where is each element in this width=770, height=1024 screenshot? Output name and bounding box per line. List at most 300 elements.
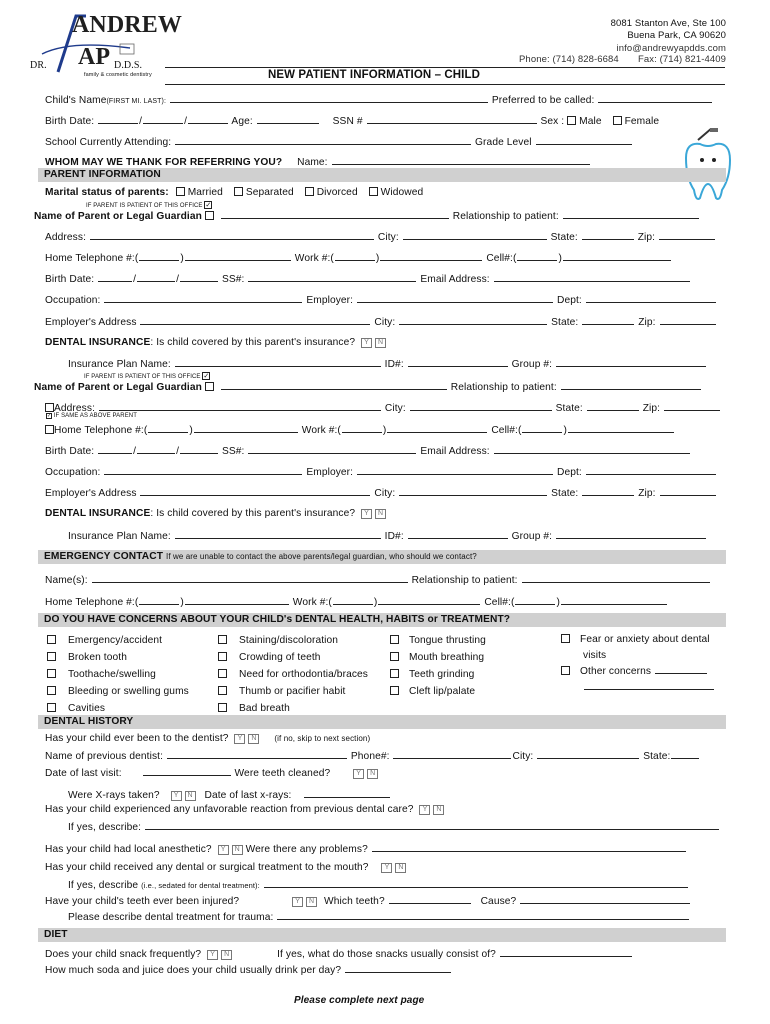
parent2-birth-label: Birth Date:: [45, 446, 95, 457]
parent1-birth-month[interactable]: [98, 272, 132, 282]
school-label: School Currently Attending:: [45, 137, 172, 148]
treatment-describe-field[interactable]: [264, 878, 688, 888]
fear-anxiety-checkbox[interactable]: [561, 634, 570, 643]
parent1-city-field[interactable]: [403, 230, 547, 240]
parent2-dental-ins-row: [45, 508, 725, 519]
history-injured-row: [45, 894, 725, 907]
office-phone: Phone: (714) 828-6684: [519, 54, 619, 65]
parent2-dept-field[interactable]: [586, 465, 716, 475]
history-dentist-yes[interactable]: Y: [234, 734, 245, 744]
parent2-address-checkbox[interactable]: [45, 403, 54, 412]
parent2-ins-no-button[interactable]: N: [375, 509, 386, 519]
concern-label: Toothache/swelling: [68, 669, 156, 680]
soda-field[interactable]: [345, 963, 451, 973]
emergency-home-area[interactable]: [139, 595, 179, 605]
concern-checkbox[interactable]: [47, 703, 56, 712]
reaction-describe-label: If yes, describe:: [68, 822, 142, 833]
parent2-employer-address-label: Employer's Address: [45, 488, 137, 499]
concern-checkbox[interactable]: [47, 635, 56, 644]
diet-section-title: DIET: [44, 929, 68, 940]
parent1-dept-label: Dept:: [556, 295, 582, 306]
parent1-home-tel-label: Home Telephone #:(: [45, 253, 139, 264]
parent2-home-number[interactable]: [194, 423, 298, 433]
parent1-patient-note-text: IF PARENT IS PATIENT OF THIS OFFICE: [86, 203, 203, 209]
parent1-emp-state-field[interactable]: [582, 315, 634, 325]
parent2-phone-row: Home Telephone #:( ) Work #:( ) Cell#:( ): [45, 423, 725, 436]
concern-label: Crowding of teeth: [239, 652, 321, 663]
parent2-id-field[interactable]: [408, 529, 508, 539]
emergency-home-number[interactable]: [185, 595, 289, 605]
parent1-dept-field[interactable]: [586, 293, 716, 303]
last-xrays-field[interactable]: [304, 788, 390, 798]
concern-label: Need for orthodontia/braces: [239, 669, 368, 680]
concern-label: Thumb or pacifier habit: [239, 686, 346, 697]
office-address-line2: Buena Park, CA 90620: [627, 30, 726, 41]
parent2-same-note-text: IF SAME AS ABOVE PARENT: [53, 413, 137, 419]
concern-label: Cavities: [68, 703, 106, 714]
concern-item: [390, 666, 486, 683]
anesthetic-no[interactable]: N: [232, 845, 243, 855]
history-prev-dentist-row: [45, 749, 725, 762]
emergency-work-area[interactable]: [333, 595, 373, 605]
child-age-field[interactable]: [257, 114, 319, 124]
which-teeth-field[interactable]: [389, 894, 471, 904]
emergency-cell-number[interactable]: [561, 595, 667, 605]
office-fax: Fax: (714) 821-4409: [638, 54, 726, 65]
parent1-guardian-row: [34, 209, 700, 222]
parent1-plan-label: Insurance Plan Name:: [68, 359, 171, 370]
emergency-work-number[interactable]: [378, 595, 480, 605]
concerns-section-header: [38, 613, 726, 627]
xrays-yes[interactable]: Y: [171, 791, 182, 801]
parent2-relationship-field[interactable]: [561, 380, 701, 390]
parent2-home-area[interactable]: [148, 423, 188, 433]
parent1-ins-yes-button[interactable]: Y: [361, 338, 372, 348]
parent2-dental-ins-label: DENTAL INSURANCE: [45, 508, 151, 519]
concern-checkbox[interactable]: [47, 652, 56, 661]
concern-checkbox[interactable]: [218, 652, 227, 661]
parent1-dental-ins-row: [45, 337, 725, 348]
concern-checkbox[interactable]: [218, 635, 227, 644]
parent2-zip-field[interactable]: [664, 401, 720, 411]
parent2-birth-day[interactable]: [137, 444, 175, 454]
parent1-relationship-field[interactable]: [563, 209, 699, 219]
child-ssn-label: SSN #: [332, 116, 363, 127]
history-describe2-row: [68, 878, 689, 891]
parent2-state-label: State:: [555, 403, 583, 414]
parent1-emp-city-label: City:: [374, 317, 396, 328]
problems-question: Were there any problems?: [245, 844, 368, 855]
parent1-occupation-row: [45, 293, 725, 306]
child-name-label: Child's Name: [45, 95, 107, 106]
parent1-state-field[interactable]: [582, 230, 634, 240]
parent1-email-label: Email Address:: [420, 274, 490, 285]
parent2-emp-state-label: State:: [551, 488, 579, 499]
logo-dr: DR.: [30, 60, 47, 71]
parent2-email-label: Email Address:: [420, 446, 490, 457]
snack-what-question: If yes, what do those snacks usually consist of?: [277, 949, 496, 960]
emergency-work-label: Work #:(: [292, 597, 332, 608]
grade-field[interactable]: [536, 135, 632, 145]
emergency-names-label: Name(s):: [45, 575, 88, 586]
history-dentist-row: [45, 733, 725, 744]
parent2-ins-yes-button[interactable]: Y: [361, 509, 372, 519]
concern-item: [218, 649, 368, 666]
other-concerns-checkbox[interactable]: [561, 666, 570, 675]
office-email: info@andrewyapdds.com: [616, 43, 726, 54]
parent2-work-number[interactable]: [387, 423, 487, 433]
reaction-yes[interactable]: Y: [419, 805, 430, 815]
last-visit-field[interactable]: [143, 766, 231, 776]
parent2-employer-label: Employer:: [306, 467, 354, 478]
divorced-label: Divorced: [316, 187, 358, 198]
other-concerns-line2: [561, 680, 715, 696]
reaction-describe-field[interactable]: [145, 820, 719, 830]
parent2-cell-number[interactable]: [568, 423, 674, 433]
snack-question: Does your child snack frequently?: [45, 949, 202, 960]
parent2-emp-zip-label: Zip:: [638, 488, 656, 499]
parent1-employer-field[interactable]: [357, 293, 553, 303]
diet-soda-row: [45, 963, 725, 976]
parent2-zip-label: Zip:: [642, 403, 661, 414]
parent1-home-area[interactable]: [139, 251, 179, 261]
parent1-ins-no-button[interactable]: N: [375, 338, 386, 348]
teeth-cleaned-no[interactable]: N: [367, 769, 378, 779]
child-birth-year[interactable]: [188, 114, 228, 124]
parent2-occupation-row: [45, 465, 725, 478]
child-birth-day[interactable]: [143, 114, 183, 124]
married-checkbox[interactable]: [176, 187, 185, 196]
male-checkbox[interactable]: [567, 116, 576, 125]
history-dentist-note: (if no, skip to next section): [274, 734, 371, 743]
history-last-visit-row: [45, 766, 725, 779]
parent2-emp-zip-field[interactable]: [660, 486, 716, 496]
history-anesthetic-row: [45, 842, 725, 855]
concern-item: [561, 632, 715, 648]
parent1-phone-row: Home Telephone #:( ) Work #:( ) Cell#:( ): [45, 251, 725, 264]
concerns-col2: [218, 632, 368, 717]
concern-item: [47, 649, 189, 666]
parent1-occupation-label: Occupation:: [45, 295, 101, 306]
parent2-id-label: ID#:: [384, 531, 404, 542]
parent2-same-checkbox[interactable]: ✓: [47, 413, 52, 419]
treatment-no[interactable]: N: [395, 863, 406, 873]
preferred-name-field[interactable]: [598, 93, 712, 103]
cause-label: Cause?: [480, 896, 517, 907]
parent1-relationship-label: Relationship to patient:: [452, 211, 559, 222]
treatment-yes[interactable]: Y: [381, 863, 392, 873]
concern-checkbox[interactable]: [390, 652, 399, 661]
concern-label: Bad breath: [239, 703, 290, 714]
concern-checkbox[interactable]: [47, 686, 56, 695]
history-trauma-row: [68, 910, 690, 923]
concern-checkbox[interactable]: [390, 669, 399, 678]
parent1-zip-field[interactable]: [659, 230, 715, 240]
prev-dentist-label: Name of previous dentist:: [45, 751, 164, 762]
parent1-emp-state-label: State:: [551, 317, 579, 328]
female-label: Female: [624, 116, 660, 127]
concern-label: Cleft lip/palate: [409, 686, 476, 697]
parent1-cell-label: Cell#:(: [486, 253, 517, 264]
parent2-dental-ins-question: : Is child covered by this parent's insurance?: [150, 508, 356, 519]
parent1-emp-city-field[interactable]: [399, 315, 547, 325]
parent2-plan-row: [68, 529, 707, 542]
child-name-hint: (FIRST MI. LAST):: [106, 98, 166, 105]
prev-dentist-city-label: City:: [512, 751, 534, 762]
parent2-dept-label: Dept:: [556, 467, 582, 478]
concern-item: [218, 683, 368, 700]
last-visit-label: Date of last visit:: [45, 768, 122, 779]
logo: [30, 10, 182, 80]
parent1-dental-ins-label: DENTAL INSURANCE: [45, 337, 151, 348]
treatment-describe-label: If yes, describe: [68, 880, 139, 891]
parent2-birth-row: Birth Date: / / SS#: Email Address:: [45, 444, 725, 457]
parent2-guardian-row: [34, 380, 702, 393]
reaction-no[interactable]: N: [433, 805, 444, 815]
problems-field[interactable]: [372, 842, 686, 852]
concern-checkbox[interactable]: [390, 635, 399, 644]
widowed-checkbox[interactable]: [369, 187, 378, 196]
emergency-names-field[interactable]: [92, 573, 408, 583]
concerns-col1: [47, 632, 189, 717]
parent2-cell-area[interactable]: [522, 423, 562, 433]
footer-note: Please complete next page: [294, 995, 425, 1006]
injured-yes[interactable]: Y: [292, 897, 303, 907]
logo-first-name: ANDREW: [72, 12, 182, 38]
grade-label: Grade Level: [475, 137, 532, 148]
parent1-work-number[interactable]: [380, 251, 482, 261]
soda-question: How much soda and juice does your child usually drink per day?: [45, 965, 342, 976]
parent2-employer-address-field[interactable]: [140, 486, 370, 496]
parent1-id-label: ID#:: [384, 359, 404, 370]
parent2-birth-month[interactable]: [98, 444, 132, 454]
parent2-ss-field[interactable]: [248, 444, 416, 454]
parent1-plan-field[interactable]: [175, 357, 381, 367]
parent2-patient-note-text: IF PARENT IS PATIENT OF THIS OFFICE: [84, 374, 201, 380]
parent2-group-field[interactable]: [556, 529, 706, 539]
parent2-work-label: Work #:(: [301, 425, 341, 436]
parent1-employer-address-row: [45, 315, 725, 328]
parent2-city-label: City:: [384, 403, 406, 414]
fear-anxiety-label: Fear or anxiety about dental: [580, 634, 710, 645]
concern-checkbox[interactable]: [47, 669, 56, 678]
emergency-section-header: [38, 550, 726, 564]
parent1-email-field[interactable]: [494, 272, 690, 282]
history-treatment-row: [45, 862, 725, 873]
parent2-work-area[interactable]: [342, 423, 382, 433]
parent1-birth-label: Birth Date:: [45, 274, 95, 285]
parent1-id-field[interactable]: [408, 357, 508, 367]
parent1-group-field[interactable]: [556, 357, 706, 367]
parent2-relationship-label: Relationship to patient:: [450, 382, 557, 393]
concern-item: [47, 683, 189, 700]
trauma-label: Please describe dental treatment for trauma:: [68, 912, 274, 923]
parent1-guardian-checkbox[interactable]: [205, 211, 214, 220]
parent2-ss-label: SS#:: [221, 446, 245, 457]
parent-section-title: PARENT INFORMATION: [44, 169, 161, 180]
emergency-names-row: [45, 573, 725, 586]
separated-label: Separated: [245, 187, 294, 198]
parent2-occupation-field[interactable]: [104, 465, 302, 475]
emergency-home-tel-label: Home Telephone #:(: [45, 597, 139, 608]
parent2-group-label: Group #:: [511, 531, 553, 542]
treatment-describe-note: (i.e., sedated for dental treatment):: [141, 881, 260, 890]
logo-last-name: AP: [78, 44, 111, 70]
history-section-header: [38, 715, 726, 729]
parent1-zip-label: Zip:: [637, 232, 656, 243]
history-dentist-no[interactable]: N: [248, 734, 259, 744]
concern-item: [390, 632, 486, 649]
parent1-state-label: State:: [550, 232, 578, 243]
parent1-emp-zip-label: Zip:: [638, 317, 656, 328]
concern-label: Broken tooth: [68, 652, 127, 663]
parent1-cell-area[interactable]: [517, 251, 557, 261]
emergency-section-title: EMERGENCY CONTACT: [44, 551, 164, 562]
fear-anxiety-label-cont: visits: [583, 650, 607, 661]
concern-item: [218, 632, 368, 649]
history-xrays-row: [68, 788, 391, 801]
parent1-guardian-field[interactable]: [221, 209, 449, 219]
injured-no[interactable]: N: [306, 897, 317, 907]
concern-checkbox[interactable]: [218, 703, 227, 712]
parent1-emp-zip-field[interactable]: [660, 315, 716, 325]
parent1-city-label: City:: [377, 232, 399, 243]
parent2-emp-state-field[interactable]: [582, 486, 634, 496]
parent2-emp-city-label: City:: [374, 488, 396, 499]
concern-checkbox[interactable]: [390, 686, 399, 695]
cause-field[interactable]: [520, 894, 690, 904]
child-birth-month[interactable]: [98, 114, 138, 124]
treatment-question: Has your child received any dental or surgical treatment to the mouth?: [45, 862, 369, 873]
separated-checkbox[interactable]: [234, 187, 243, 196]
snack-what-field[interactable]: [500, 947, 632, 957]
teeth-cleaned-yes[interactable]: Y: [353, 769, 364, 779]
parent2-city-field[interactable]: [410, 401, 552, 411]
parent2-emp-city-field[interactable]: [399, 486, 547, 496]
parent1-dental-ins-question: : Is child covered by this parent's insurance?: [150, 337, 356, 348]
which-teeth-label: Which teeth?: [324, 896, 385, 907]
parent1-employer-address-label: Employer's Address: [45, 317, 137, 328]
referral-label: WHOM MAY WE THANK FOR REFERRING YOU?: [45, 157, 283, 168]
school-row: [45, 135, 725, 148]
parent1-occupation-field[interactable]: [104, 293, 302, 303]
parent1-home-number[interactable]: [185, 251, 291, 261]
emergency-relationship-label: Relationship to patient:: [411, 575, 518, 586]
parent1-patient-checkbox[interactable]: ✓: [205, 202, 212, 209]
history-section-title: DENTAL HISTORY: [44, 716, 134, 727]
concern-item: [561, 664, 715, 680]
concern-label: Staining/discoloration: [239, 635, 339, 646]
divorced-checkbox[interactable]: [305, 187, 314, 196]
parent2-occupation-label: Occupation:: [45, 467, 101, 478]
male-label: Male: [579, 116, 602, 127]
prev-dentist-phone-field[interactable]: [393, 749, 511, 759]
referral-name-field[interactable]: [332, 155, 590, 165]
child-age-label: Age:: [231, 116, 253, 127]
parent1-birth-day[interactable]: [137, 272, 175, 282]
parent2-birth-year[interactable]: [180, 444, 218, 454]
other-concerns-field2[interactable]: [584, 680, 714, 690]
parent1-work-area[interactable]: [335, 251, 375, 261]
parent2-address-field[interactable]: [99, 401, 381, 411]
child-sex-label: Sex :: [540, 116, 565, 127]
prev-dentist-state-label: State:: [643, 751, 671, 762]
concern-label: Mouth breathing: [409, 652, 485, 663]
prev-dentist-city-field[interactable]: [537, 749, 639, 759]
snack-yes[interactable]: Y: [207, 950, 218, 960]
child-ssn-field[interactable]: [367, 114, 537, 124]
diet-section-header: [38, 928, 726, 942]
concern-item: [47, 666, 189, 683]
parent1-employer-address-field[interactable]: [140, 315, 370, 325]
concern-item: [218, 666, 368, 683]
child-name-field[interactable]: [170, 93, 488, 103]
parent2-guardian-field[interactable]: [221, 380, 447, 390]
history-describe-row: [68, 820, 720, 833]
parent2-email-field[interactable]: [494, 444, 690, 454]
parent1-patient-note: [86, 201, 212, 209]
parent1-work-label: Work #:(: [294, 253, 334, 264]
parent2-state-field[interactable]: [587, 401, 639, 411]
other-concerns-field[interactable]: [655, 664, 707, 674]
concern-item: [390, 683, 486, 700]
parent2-guardian-checkbox[interactable]: [205, 382, 214, 391]
other-concerns-label: Other concerns: [580, 666, 652, 677]
trauma-field[interactable]: [277, 910, 689, 920]
concern-label: Emergency/accident: [68, 635, 163, 646]
parent2-phone-checkbox[interactable]: [45, 425, 54, 434]
teeth-cleaned-question: Were teeth cleaned?: [234, 768, 331, 779]
parent1-address-label: Address:: [45, 232, 87, 243]
prev-dentist-phone-label: Phone#:: [350, 751, 390, 762]
parent1-birth-year[interactable]: [180, 272, 218, 282]
child-name-row: [45, 93, 725, 106]
parent1-group-label: Group #:: [511, 359, 553, 370]
parent2-employer-field[interactable]: [357, 465, 553, 475]
female-checkbox[interactable]: [613, 116, 622, 125]
school-field[interactable]: [175, 135, 471, 145]
diet-snack-row: [45, 947, 725, 960]
office-address-line1: 8081 Stanton Ave, Ste 100: [610, 18, 726, 29]
parent2-patient-checkbox[interactable]: ✓: [203, 373, 210, 380]
prev-dentist-field[interactable]: [167, 749, 347, 759]
prev-dentist-state-field[interactable]: [671, 749, 699, 759]
concern-checkbox[interactable]: [218, 686, 227, 695]
injured-question: Have your child's teeth ever been injured?: [45, 896, 240, 907]
xrays-no[interactable]: N: [185, 791, 196, 801]
history-reaction-row: [45, 804, 725, 815]
last-xrays-label: Date of last x-rays:: [204, 790, 292, 801]
parent1-ss-field[interactable]: [248, 272, 416, 282]
emergency-relationship-field[interactable]: [522, 573, 710, 583]
parent1-ss-label: SS#:: [221, 274, 245, 285]
parent2-plan-field[interactable]: [175, 529, 381, 539]
parent1-employer-label: Employer:: [306, 295, 354, 306]
parent2-address-label: Address:: [54, 403, 96, 414]
form-title: NEW PATIENT INFORMATION – CHILD: [268, 69, 481, 81]
emergency-phone-row: Home Telephone #:( ) Work #:( ) Cell#:( ): [45, 595, 725, 608]
emergency-cell-label: Cell#:(: [484, 597, 515, 608]
emergency-cell-area[interactable]: [515, 595, 555, 605]
concern-checkbox[interactable]: [218, 669, 227, 678]
anesthetic-yes[interactable]: Y: [218, 845, 229, 855]
snack-no[interactable]: N: [221, 950, 232, 960]
history-dentist-question: Has your child ever been to the dentist?: [45, 733, 229, 744]
parent1-cell-number[interactable]: [563, 251, 671, 261]
logo-tagline: family & cosmetic dentistry: [84, 72, 152, 78]
parent1-address-field[interactable]: [90, 230, 374, 240]
concern-item: [47, 632, 189, 649]
